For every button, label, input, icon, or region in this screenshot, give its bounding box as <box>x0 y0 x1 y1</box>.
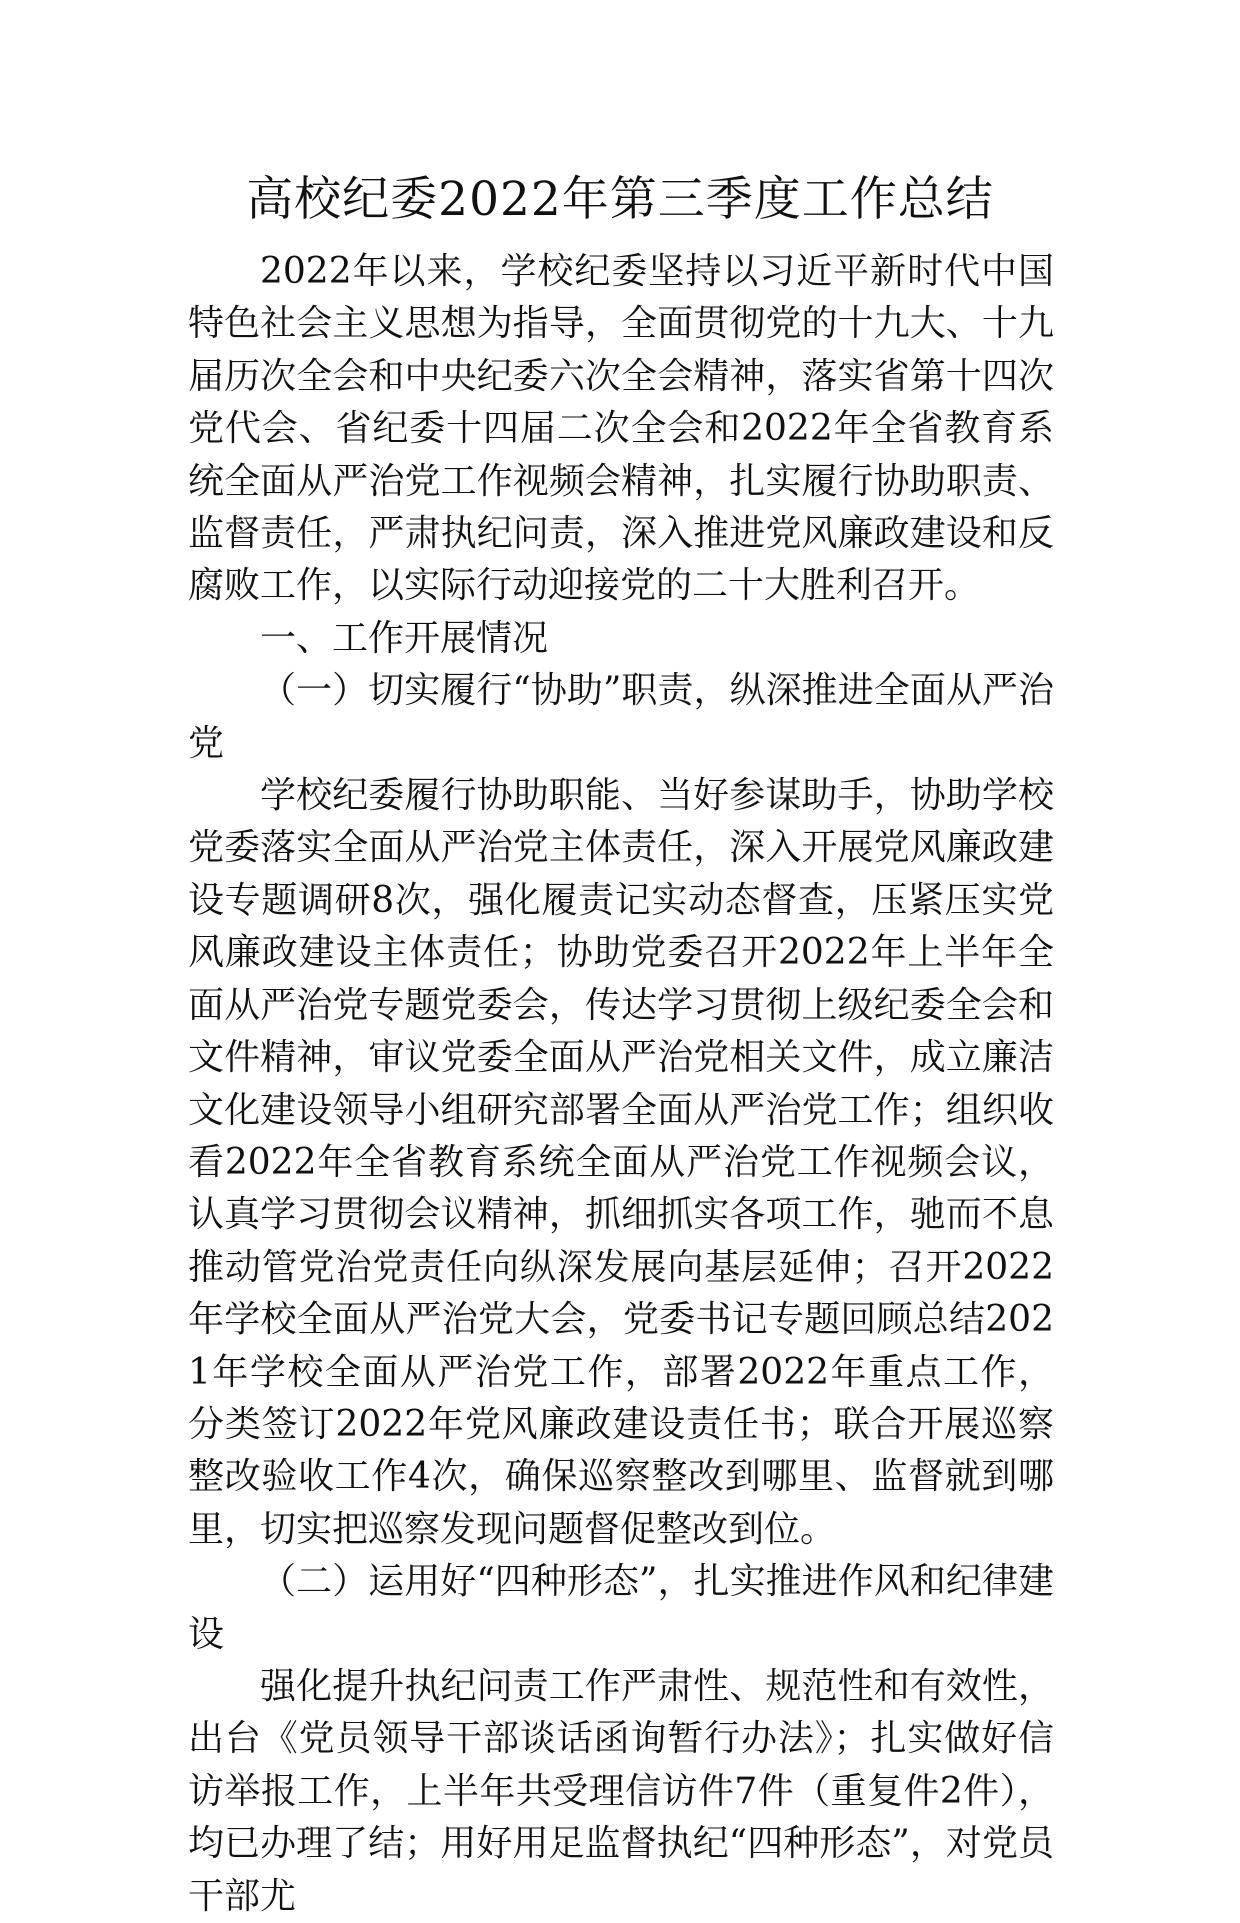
document-title: 高校纪委2022年第三季度工作总结 <box>246 172 994 227</box>
document-body <box>188 246 1054 1923</box>
subsection-1-paragraph: 学校纪委履行协助职能、当好参谋助手，协助学校党委落实全面从严治党主体责任，深入开展党风廉政建设专题调研8次，强化履责记实动态督查，压紧压实党风廉政建设主体责任；协助党委召开2022年上半年全面从严治党专题党委会，传达学习贯彻上级纪委全会和文件精神，审议党委全面从严治党相关文件，成立廉洁文化建设领导小组研究部署全面从严治党工作；组织收看2022年全省教育系统全面从严治党工作视频会议，认真学习贯彻会议精神，抓细抓实各项工作，驰而不息推动管党治党责任向纵深发展向基层延伸；召开2022年学校全面从严治党大会，党委书记专题回顾总结2021年学校全面从严治党工作，部署2022年重点工作，分类签订2022年党风廉政建设责任书；联合开展巡察整改验收工作4次，确保巡察整改到哪里、监督就到哪里，切实把巡察发现问题督促整改到位。 <box>188 775 1054 1550</box>
subsection-heading-2: （二）运用好“四种形态”，扎实推进作风和纪律建设 <box>188 1561 1054 1655</box>
intro-paragraph: 2022年以来，学校纪委坚持以习近平新时代中国特色社会主义思想为指导，全面贯彻党的十九大、十九届历次全会和中央纪委六次全会精神，落实省第十四次党代会、省纪委十四届二次全会和2022年全省教育系统全面从严治党工作视频会精神，扎实履行协助职责、监督责任，严肃执纪问责，深入推进党风廉政建设和反腐败工作，以实际行动迎接党的二十大胜利召开。 <box>188 251 1054 607</box>
subsection-heading-1: （一）切实履行“协助”职责，纵深推进全面从严治党 <box>188 670 1054 764</box>
subsection-2-paragraph: 强化提升执纪问责工作严肃性、规范性和有效性，出台《党员领导干部谈话函询暂行办法》；扎实做好信访举报工作，上半年共受理信访件7件（重复件2件），均已办理了结；用好用足监督执纪“四种形态”，对党员干部尤 <box>188 1665 1054 1917</box>
section-heading-work-status: 一、工作开展情况 <box>260 617 549 659</box>
